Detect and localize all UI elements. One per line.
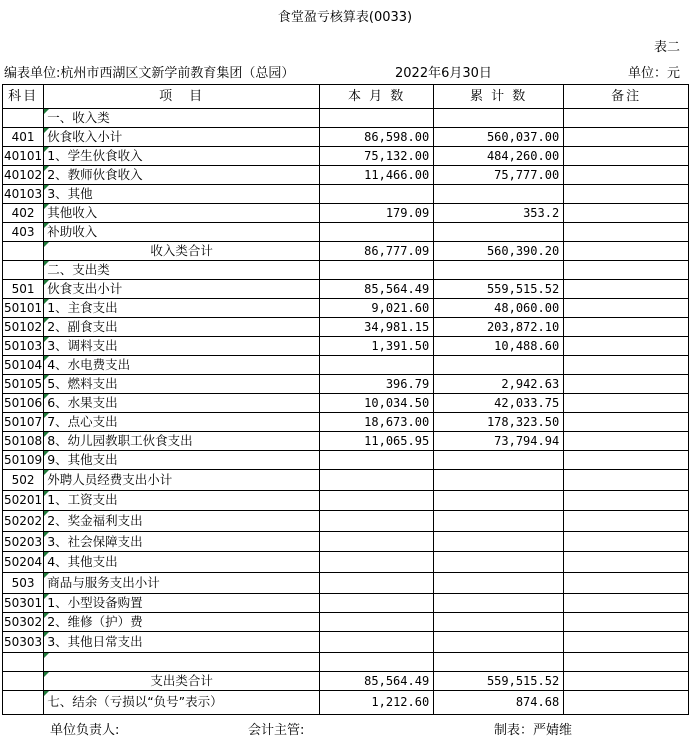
cell-note[interactable] xyxy=(564,690,689,714)
cell-note[interactable] xyxy=(564,185,689,204)
cell-note[interactable] xyxy=(564,552,689,573)
cell-month[interactable] xyxy=(320,356,434,375)
cell-cumulative[interactable] xyxy=(434,631,564,652)
cell-code[interactable]: 50203 xyxy=(3,531,44,552)
cell-note[interactable] xyxy=(564,375,689,394)
cell-cumulative[interactable]: 42,033.75 xyxy=(434,394,564,413)
cell-month[interactable] xyxy=(320,572,434,593)
table-row xyxy=(3,612,689,631)
cell-item[interactable]: 4、水电费支出 xyxy=(44,356,320,375)
cell-month[interactable]: 85,564.49 xyxy=(320,280,434,299)
footer-preparer: 制表：严婧维 xyxy=(494,723,573,738)
cell-cumulative[interactable] xyxy=(434,451,564,470)
cell-cumulative[interactable] xyxy=(434,511,564,532)
table-row xyxy=(3,109,689,128)
cell-note[interactable] xyxy=(564,223,689,242)
table-row xyxy=(3,490,689,511)
cell-item[interactable]: 外聘人员经费支出小计 xyxy=(44,470,320,491)
header-note[interactable]: 备注 xyxy=(564,85,689,109)
cell-item[interactable]: 补助收入 xyxy=(44,223,320,242)
table-row xyxy=(3,204,689,223)
cell-month[interactable]: 11,065.95 xyxy=(320,432,434,451)
cell-month[interactable]: 75,132.00 xyxy=(320,147,434,166)
cell-cumulative[interactable]: 559,515.52 xyxy=(434,280,564,299)
cell-item[interactable]: 商品与服务支出小计 xyxy=(44,572,320,593)
cell-cumulative[interactable]: 203,872.10 xyxy=(434,318,564,337)
cell-item[interactable]: 二、支出类 xyxy=(44,261,320,280)
table-header-row xyxy=(3,85,689,109)
cell-code[interactable] xyxy=(3,261,44,280)
cell-cumulative[interactable]: 48,060.00 xyxy=(434,299,564,318)
table-row xyxy=(3,356,689,375)
sheet-title: 食堂盈亏核算表(0033) xyxy=(277,10,413,25)
cell-cumulative[interactable] xyxy=(434,185,564,204)
cell-cumulative[interactable]: 560,037.00 xyxy=(434,128,564,147)
table-row xyxy=(3,631,689,652)
cell-month[interactable]: 86,598.00 xyxy=(320,128,434,147)
table-number: 表二 xyxy=(653,40,680,55)
cell-month[interactable]: 9,021.60 xyxy=(320,299,434,318)
cell-month[interactable]: 86,777.09 xyxy=(320,242,434,261)
cell-item[interactable]: 2、教师伙食收入 xyxy=(44,166,320,185)
cell-month[interactable] xyxy=(320,631,434,652)
cell-item[interactable]: 5、燃料支出 xyxy=(44,375,320,394)
table-row xyxy=(3,451,689,470)
cell-month[interactable]: 179.09 xyxy=(320,204,434,223)
cell-code[interactable]: 50204 xyxy=(3,552,44,573)
table-row xyxy=(3,531,689,552)
cell-item[interactable]: 3、调料支出 xyxy=(44,337,320,356)
cell-cumulative[interactable] xyxy=(434,223,564,242)
cell-code[interactable]: 40101 xyxy=(3,147,44,166)
cell-code[interactable]: 50303 xyxy=(3,631,44,652)
cell-note[interactable] xyxy=(564,631,689,652)
reporting-unit: 编表单位:杭州市西湖区文新学前教育集团（总园） xyxy=(4,66,295,81)
cell-month[interactable]: 11,466.00 xyxy=(320,166,434,185)
cell-item[interactable]: 7、点心支出 xyxy=(44,413,320,432)
cell-item[interactable]: 3、其他 xyxy=(44,185,320,204)
cell-note[interactable] xyxy=(564,242,689,261)
cell-month[interactable]: 1,391.50 xyxy=(320,337,434,356)
table-row xyxy=(3,318,689,337)
cell-note[interactable] xyxy=(564,593,689,612)
cell-item[interactable]: 4、其他支出 xyxy=(44,552,320,573)
cell-code[interactable]: 50302 xyxy=(3,612,44,631)
header-cumulative[interactable]: 累 计 数 xyxy=(434,85,564,109)
cell-month[interactable] xyxy=(320,612,434,631)
cell-item[interactable]: 七、结余（亏损以“负号”表示） xyxy=(44,690,320,714)
cell-code[interactable]: 403 xyxy=(3,223,44,242)
cell-note[interactable] xyxy=(564,128,689,147)
cell-item[interactable]: 伙食支出小计 xyxy=(44,280,320,299)
header-month[interactable]: 本 月 数 xyxy=(320,85,434,109)
cell-code[interactable]: 50201 xyxy=(3,490,44,511)
cell-note[interactable] xyxy=(564,470,689,491)
cell-month[interactable] xyxy=(320,490,434,511)
currency-unit: 单位：元 xyxy=(627,66,680,81)
cell-month[interactable] xyxy=(320,511,434,532)
table-row xyxy=(3,432,689,451)
cell-code[interactable]: 503 xyxy=(3,572,44,593)
cell-code[interactable]: 50105 xyxy=(3,375,44,394)
table-row xyxy=(3,652,689,671)
cell-cumulative[interactable] xyxy=(434,612,564,631)
cell-cumulative[interactable] xyxy=(434,490,564,511)
cell-note[interactable] xyxy=(564,413,689,432)
table-row xyxy=(3,223,689,242)
cell-item[interactable]: 其他收入 xyxy=(44,204,320,223)
cell-note[interactable] xyxy=(564,299,689,318)
cell-code[interactable] xyxy=(3,690,44,714)
cell-code[interactable] xyxy=(3,109,44,128)
cell-cumulative[interactable] xyxy=(434,552,564,573)
cell-month[interactable] xyxy=(320,593,434,612)
cell-note[interactable] xyxy=(564,204,689,223)
cell-month[interactable] xyxy=(320,652,434,671)
table-row xyxy=(3,572,689,593)
report-date: 2022年6月30日 xyxy=(395,66,492,81)
cell-item[interactable]: 一、收入类 xyxy=(44,109,320,128)
cell-note[interactable] xyxy=(564,109,689,128)
cell-item[interactable]: 收入类合计 xyxy=(44,242,320,261)
table-row xyxy=(3,394,689,413)
cell-note[interactable] xyxy=(564,280,689,299)
cell-cumulative[interactable]: 484,260.00 xyxy=(434,147,564,166)
cell-month[interactable] xyxy=(320,531,434,552)
table-row xyxy=(3,242,689,261)
cell-item[interactable]: 6、水果支出 xyxy=(44,394,320,413)
cell-code[interactable]: 50103 xyxy=(3,337,44,356)
cell-cumulative[interactable]: 178,323.50 xyxy=(434,413,564,432)
cell-code[interactable]: 50109 xyxy=(3,451,44,470)
cell-note[interactable] xyxy=(564,531,689,552)
cell-month[interactable] xyxy=(320,470,434,491)
cell-cumulative[interactable]: 559,515.52 xyxy=(434,671,564,690)
cell-note[interactable] xyxy=(564,318,689,337)
cell-month[interactable] xyxy=(320,223,434,242)
cell-cumulative[interactable] xyxy=(434,261,564,280)
cell-code[interactable]: 50301 xyxy=(3,593,44,612)
profit-loss-table xyxy=(2,84,689,715)
cell-month[interactable] xyxy=(320,109,434,128)
cell-code[interactable]: 50102 xyxy=(3,318,44,337)
cell-note[interactable] xyxy=(564,261,689,280)
cell-item[interactable]: 1、小型设备购置 xyxy=(44,593,320,612)
cell-cumulative[interactable] xyxy=(434,652,564,671)
header-code[interactable]: 科目 xyxy=(3,85,44,109)
cell-item[interactable] xyxy=(44,652,320,671)
cell-cumulative[interactable] xyxy=(434,572,564,593)
cell-code[interactable]: 50107 xyxy=(3,413,44,432)
cell-cumulative[interactable] xyxy=(434,109,564,128)
cell-month[interactable]: 34,981.15 xyxy=(320,318,434,337)
cell-item[interactable]: 8、幼儿园教职工伙食支出 xyxy=(44,432,320,451)
cell-note[interactable] xyxy=(564,166,689,185)
cell-code[interactable] xyxy=(3,652,44,671)
table-row xyxy=(3,671,689,690)
table-row xyxy=(3,147,689,166)
cell-month[interactable]: 18,673.00 xyxy=(320,413,434,432)
table-row xyxy=(3,280,689,299)
cell-note[interactable] xyxy=(564,451,689,470)
table-row xyxy=(3,690,689,714)
cell-month[interactable]: 1,212.60 xyxy=(320,690,434,714)
cell-month[interactable]: 396.79 xyxy=(320,375,434,394)
cell-cumulative[interactable]: 560,390.20 xyxy=(434,242,564,261)
cell-item[interactable]: 1、工资支出 xyxy=(44,490,320,511)
cell-item[interactable]: 2、维修（护）费 xyxy=(44,612,320,631)
cell-note[interactable] xyxy=(564,147,689,166)
cell-cumulative[interactable]: 10,488.60 xyxy=(434,337,564,356)
cell-code[interactable]: 50202 xyxy=(3,511,44,532)
cell-item[interactable]: 2、副食支出 xyxy=(44,318,320,337)
cell-code[interactable]: 50108 xyxy=(3,432,44,451)
table-row xyxy=(3,261,689,280)
cell-cumulative[interactable] xyxy=(434,356,564,375)
cell-item[interactable]: 9、其他支出 xyxy=(44,451,320,470)
cell-item[interactable]: 1、学生伙食收入 xyxy=(44,147,320,166)
cell-code[interactable]: 50104 xyxy=(3,356,44,375)
cell-note[interactable] xyxy=(564,490,689,511)
cell-cumulative[interactable] xyxy=(434,531,564,552)
cell-code[interactable]: 50106 xyxy=(3,394,44,413)
cell-month[interactable]: 85,564.49 xyxy=(320,671,434,690)
cell-code[interactable] xyxy=(3,242,44,261)
cell-note[interactable] xyxy=(564,572,689,593)
cell-cumulative[interactable]: 2,942.63 xyxy=(434,375,564,394)
cell-note[interactable] xyxy=(564,652,689,671)
cell-month[interactable] xyxy=(320,451,434,470)
table-row xyxy=(3,337,689,356)
table-row xyxy=(3,413,689,432)
header-item[interactable]: 项 目 xyxy=(44,85,320,109)
table-row xyxy=(3,470,689,491)
cell-month[interactable] xyxy=(320,552,434,573)
cell-code[interactable] xyxy=(3,671,44,690)
cell-note[interactable] xyxy=(564,511,689,532)
table-row xyxy=(3,166,689,185)
table-row xyxy=(3,593,689,612)
cell-item[interactable]: 伙食收入小计 xyxy=(44,128,320,147)
cell-code[interactable]: 40103 xyxy=(3,185,44,204)
cell-month[interactable] xyxy=(320,261,434,280)
cell-month[interactable]: 10,034.50 xyxy=(320,394,434,413)
cell-cumulative[interactable]: 874.68 xyxy=(434,690,564,714)
cell-item[interactable]: 3、社会保障支出 xyxy=(44,531,320,552)
footer-accountant: 会计主管: xyxy=(248,723,305,738)
cell-code[interactable]: 501 xyxy=(3,280,44,299)
table-row xyxy=(3,299,689,318)
cell-code[interactable]: 502 xyxy=(3,470,44,491)
cell-cumulative[interactable]: 73,794.94 xyxy=(434,432,564,451)
cell-month[interactable] xyxy=(320,185,434,204)
cell-note[interactable] xyxy=(564,337,689,356)
cell-item[interactable]: 3、其他日常支出 xyxy=(44,631,320,652)
cell-item[interactable]: 支出类合计 xyxy=(44,671,320,690)
cell-cumulative[interactable] xyxy=(434,593,564,612)
cell-note[interactable] xyxy=(564,432,689,451)
cell-note[interactable] xyxy=(564,612,689,631)
footer-unit-head: 单位负责人: xyxy=(50,723,120,738)
table-row xyxy=(3,185,689,204)
cell-code[interactable]: 40102 xyxy=(3,166,44,185)
table-row xyxy=(3,375,689,394)
cell-code[interactable]: 50101 xyxy=(3,299,44,318)
cell-cumulative[interactable]: 75,777.00 xyxy=(434,166,564,185)
table-row xyxy=(3,511,689,532)
cell-item[interactable]: 1、主食支出 xyxy=(44,299,320,318)
cell-note[interactable] xyxy=(564,394,689,413)
cell-item[interactable]: 2、奖金福利支出 xyxy=(44,511,320,532)
cell-note[interactable] xyxy=(564,671,689,690)
cell-note[interactable] xyxy=(564,356,689,375)
table-row xyxy=(3,552,689,573)
cell-cumulative[interactable]: 353.2 xyxy=(434,204,564,223)
cell-code[interactable]: 401 xyxy=(3,128,44,147)
cell-cumulative[interactable] xyxy=(434,470,564,491)
cell-code[interactable]: 402 xyxy=(3,204,44,223)
table-row xyxy=(3,128,689,147)
